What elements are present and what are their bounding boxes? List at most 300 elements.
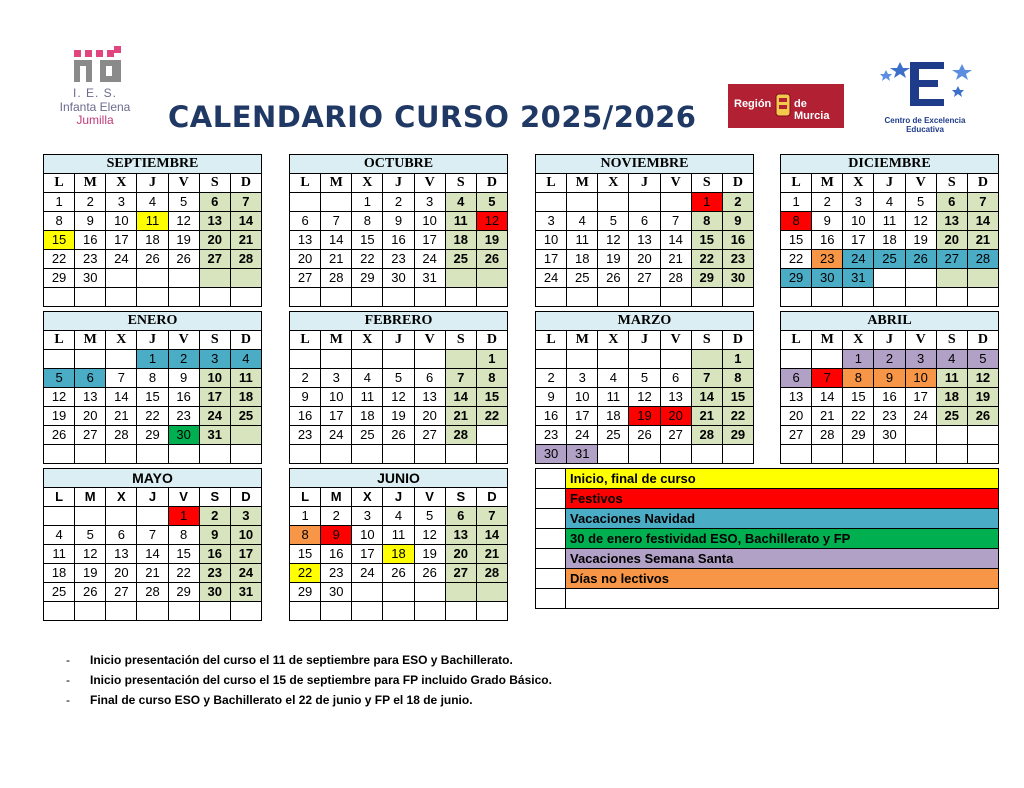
day-cell bbox=[75, 507, 106, 526]
day-cell: 30 bbox=[168, 426, 199, 445]
weekday-header: M bbox=[567, 331, 598, 350]
weekday-header: S bbox=[936, 331, 967, 350]
day-cell bbox=[445, 288, 476, 307]
day-cell bbox=[967, 426, 998, 445]
day-cell: 4 bbox=[874, 193, 905, 212]
day-cell bbox=[106, 350, 137, 369]
day-cell bbox=[781, 445, 812, 464]
day-cell bbox=[414, 445, 445, 464]
day-cell: 6 bbox=[414, 369, 445, 388]
day-cell: 28 bbox=[967, 250, 998, 269]
day-cell: 22 bbox=[691, 250, 722, 269]
day-cell: 17 bbox=[106, 231, 137, 250]
day-cell: 7 bbox=[812, 369, 843, 388]
day-cell: 3 bbox=[230, 507, 261, 526]
day-cell: 22 bbox=[722, 407, 753, 426]
weekday-header: D bbox=[230, 331, 261, 350]
day-cell bbox=[414, 602, 445, 621]
day-cell bbox=[967, 269, 998, 288]
day-cell bbox=[536, 350, 567, 369]
day-cell: 16 bbox=[383, 231, 414, 250]
week-row bbox=[44, 507, 262, 526]
day-cell bbox=[722, 288, 753, 307]
day-cell: 30 bbox=[722, 269, 753, 288]
day-cell: 10 bbox=[321, 388, 352, 407]
weekday-header: X bbox=[106, 174, 137, 193]
day-cell: 20 bbox=[199, 231, 230, 250]
weekday-header: V bbox=[905, 174, 936, 193]
week-row bbox=[536, 426, 754, 445]
day-cell: 7 bbox=[230, 193, 261, 212]
legend-item bbox=[536, 509, 999, 529]
day-cell: 6 bbox=[629, 212, 660, 231]
day-cell: 14 bbox=[230, 212, 261, 231]
day-cell: 19 bbox=[75, 564, 106, 583]
weekday-header: J bbox=[137, 331, 168, 350]
day-cell bbox=[383, 602, 414, 621]
day-cell: 30 bbox=[75, 269, 106, 288]
weekday-header: J bbox=[629, 331, 660, 350]
day-cell: 21 bbox=[660, 250, 691, 269]
weekday-header: S bbox=[199, 331, 230, 350]
day-cell bbox=[722, 445, 753, 464]
day-cell: 14 bbox=[445, 388, 476, 407]
month-september bbox=[43, 154, 262, 307]
weekday-header: D bbox=[967, 331, 998, 350]
weekday-header: S bbox=[691, 174, 722, 193]
day-cell: 7 bbox=[691, 369, 722, 388]
day-cell: 22 bbox=[352, 250, 383, 269]
day-cell: 8 bbox=[476, 369, 507, 388]
day-cell: 4 bbox=[137, 193, 168, 212]
legend-label: Inicio, final de curso bbox=[566, 469, 999, 489]
day-cell bbox=[445, 445, 476, 464]
day-cell: 16 bbox=[321, 545, 352, 564]
week-row bbox=[536, 250, 754, 269]
day-cell: 18 bbox=[874, 231, 905, 250]
day-cell bbox=[967, 445, 998, 464]
note-text: Final de curso ESO y Bachillerato el 22 de junio y FP el 18 de junio. bbox=[90, 693, 473, 707]
day-cell: 6 bbox=[75, 369, 106, 388]
day-cell: 24 bbox=[230, 564, 261, 583]
day-cell: 12 bbox=[476, 212, 507, 231]
day-cell bbox=[629, 350, 660, 369]
day-cell: 13 bbox=[75, 388, 106, 407]
weekday-header: J bbox=[383, 331, 414, 350]
week-row bbox=[290, 564, 508, 583]
week-row bbox=[290, 526, 508, 545]
weekday-header: V bbox=[905, 331, 936, 350]
day-cell: 29 bbox=[168, 583, 199, 602]
day-cell: 25 bbox=[352, 426, 383, 445]
week-row bbox=[781, 250, 999, 269]
day-cell: 25 bbox=[598, 426, 629, 445]
day-cell: 1 bbox=[168, 507, 199, 526]
day-cell bbox=[476, 602, 507, 621]
day-cell: 15 bbox=[168, 545, 199, 564]
day-cell: 20 bbox=[936, 231, 967, 250]
note-text: Inicio presentación del curso el 11 de septiembre para ESO y Bachillerato. bbox=[90, 653, 513, 667]
day-cell: 5 bbox=[905, 193, 936, 212]
day-cell bbox=[199, 602, 230, 621]
month-name: ENERO bbox=[44, 312, 262, 331]
month-name: NOVIEMBRE bbox=[536, 155, 754, 174]
day-cell bbox=[321, 445, 352, 464]
day-cell: 29 bbox=[781, 269, 812, 288]
page-title: CALENDARIO CURSO 2025/2026 bbox=[168, 100, 697, 134]
day-cell: 12 bbox=[75, 545, 106, 564]
day-cell bbox=[874, 269, 905, 288]
day-cell bbox=[445, 602, 476, 621]
day-cell bbox=[75, 602, 106, 621]
day-cell: 8 bbox=[722, 369, 753, 388]
month-table bbox=[535, 154, 754, 307]
legend-blank bbox=[566, 589, 999, 609]
day-cell: 12 bbox=[905, 212, 936, 231]
weekday-header: L bbox=[290, 331, 321, 350]
day-cell: 2 bbox=[290, 369, 321, 388]
weekday-header: M bbox=[75, 331, 106, 350]
day-cell: 21 bbox=[321, 250, 352, 269]
month-name: MAYO bbox=[44, 469, 262, 488]
week-row bbox=[536, 231, 754, 250]
day-cell: 27 bbox=[781, 426, 812, 445]
day-cell: 31 bbox=[199, 426, 230, 445]
day-cell: 9 bbox=[383, 212, 414, 231]
day-cell bbox=[905, 426, 936, 445]
day-cell: 19 bbox=[967, 388, 998, 407]
week-row bbox=[781, 350, 999, 369]
day-cell: 16 bbox=[874, 388, 905, 407]
day-cell: 3 bbox=[536, 212, 567, 231]
day-cell: 24 bbox=[905, 407, 936, 426]
region-logo-text-right: de Murcia bbox=[794, 98, 830, 122]
legend-item bbox=[536, 549, 999, 569]
day-cell: 26 bbox=[476, 250, 507, 269]
cee-logo bbox=[870, 56, 980, 134]
region-crest-icon bbox=[774, 90, 792, 122]
day-cell: 26 bbox=[75, 583, 106, 602]
day-cell: 24 bbox=[352, 564, 383, 583]
day-cell: 14 bbox=[137, 545, 168, 564]
day-cell: 6 bbox=[445, 507, 476, 526]
legend-label: Festivos bbox=[566, 489, 999, 509]
month-table bbox=[43, 468, 262, 621]
weekday-header: L bbox=[781, 174, 812, 193]
day-cell: 16 bbox=[536, 407, 567, 426]
month-table bbox=[289, 154, 508, 307]
day-cell bbox=[905, 269, 936, 288]
weekday-header: V bbox=[414, 331, 445, 350]
day-cell bbox=[476, 269, 507, 288]
day-cell bbox=[691, 350, 722, 369]
day-cell: 31 bbox=[414, 269, 445, 288]
legend-label: 30 de enero festividad ESO, Bachillerato y FP bbox=[566, 529, 999, 549]
day-cell: 24 bbox=[567, 426, 598, 445]
day-cell bbox=[414, 288, 445, 307]
day-cell bbox=[352, 288, 383, 307]
week-row bbox=[781, 231, 999, 250]
day-cell: 9 bbox=[722, 212, 753, 231]
day-cell: 19 bbox=[598, 250, 629, 269]
weekday-header: V bbox=[168, 174, 199, 193]
day-cell bbox=[660, 445, 691, 464]
day-cell bbox=[812, 445, 843, 464]
day-cell: 6 bbox=[199, 193, 230, 212]
day-cell: 11 bbox=[137, 212, 168, 231]
legend-item bbox=[536, 489, 999, 509]
day-cell: 30 bbox=[812, 269, 843, 288]
weekday-header: S bbox=[199, 174, 230, 193]
day-cell: 27 bbox=[936, 250, 967, 269]
legend-label: Vacaciones Semana Santa bbox=[566, 549, 999, 569]
day-cell bbox=[352, 350, 383, 369]
day-cell: 14 bbox=[660, 231, 691, 250]
week-row bbox=[536, 369, 754, 388]
day-cell: 30 bbox=[321, 583, 352, 602]
day-cell: 10 bbox=[352, 526, 383, 545]
day-cell: 11 bbox=[352, 388, 383, 407]
note-dash: - bbox=[66, 693, 70, 707]
day-cell: 13 bbox=[445, 526, 476, 545]
day-cell bbox=[445, 583, 476, 602]
day-cell bbox=[352, 445, 383, 464]
day-cell bbox=[476, 426, 507, 445]
day-cell: 3 bbox=[106, 193, 137, 212]
day-cell: 16 bbox=[168, 388, 199, 407]
day-cell: 1 bbox=[290, 507, 321, 526]
day-cell: 21 bbox=[106, 407, 137, 426]
day-cell: 9 bbox=[812, 212, 843, 231]
day-cell: 8 bbox=[44, 212, 75, 231]
day-cell bbox=[476, 583, 507, 602]
day-cell: 15 bbox=[290, 545, 321, 564]
weekday-header: J bbox=[383, 174, 414, 193]
note-text: Inicio presentación del curso el 15 de septiembre para FP incluido Grado Básico. bbox=[90, 673, 552, 687]
day-cell: 23 bbox=[321, 564, 352, 583]
day-cell bbox=[874, 445, 905, 464]
week-row bbox=[536, 288, 754, 307]
day-cell bbox=[137, 288, 168, 307]
day-cell: 17 bbox=[352, 545, 383, 564]
day-cell bbox=[567, 350, 598, 369]
day-cell: 14 bbox=[106, 388, 137, 407]
day-cell: 2 bbox=[321, 507, 352, 526]
school-name-line3: Jumilla bbox=[76, 113, 114, 127]
day-cell bbox=[106, 269, 137, 288]
month-name: ABRIL bbox=[781, 312, 999, 331]
day-cell: 8 bbox=[137, 369, 168, 388]
day-cell: 17 bbox=[905, 388, 936, 407]
legend-item bbox=[536, 469, 999, 489]
day-cell: 11 bbox=[44, 545, 75, 564]
day-cell: 11 bbox=[445, 212, 476, 231]
day-cell: 5 bbox=[476, 193, 507, 212]
day-cell bbox=[383, 288, 414, 307]
day-cell: 24 bbox=[321, 426, 352, 445]
day-cell: 5 bbox=[383, 369, 414, 388]
day-cell: 19 bbox=[168, 231, 199, 250]
weekday-header: M bbox=[812, 331, 843, 350]
day-cell: 30 bbox=[536, 445, 567, 464]
day-cell: 5 bbox=[44, 369, 75, 388]
day-cell: 25 bbox=[936, 407, 967, 426]
weekday-header: V bbox=[660, 174, 691, 193]
day-cell: 18 bbox=[598, 407, 629, 426]
month-january bbox=[43, 311, 262, 464]
day-cell: 8 bbox=[352, 212, 383, 231]
day-cell: 17 bbox=[414, 231, 445, 250]
month-table bbox=[43, 154, 262, 307]
day-cell: 6 bbox=[781, 369, 812, 388]
day-cell: 20 bbox=[75, 407, 106, 426]
weekday-header: D bbox=[722, 174, 753, 193]
day-cell: 15 bbox=[781, 231, 812, 250]
weekday-header: M bbox=[321, 488, 352, 507]
day-cell: 9 bbox=[321, 526, 352, 545]
day-cell: 23 bbox=[168, 407, 199, 426]
day-cell: 3 bbox=[199, 350, 230, 369]
legend-spacer bbox=[536, 469, 566, 489]
day-cell: 12 bbox=[967, 369, 998, 388]
week-row bbox=[781, 288, 999, 307]
day-cell bbox=[843, 445, 874, 464]
week-row bbox=[536, 193, 754, 212]
day-cell: 26 bbox=[414, 564, 445, 583]
week-row bbox=[44, 288, 262, 307]
week-row bbox=[290, 212, 508, 231]
week-row bbox=[290, 369, 508, 388]
day-cell bbox=[321, 602, 352, 621]
day-cell: 22 bbox=[290, 564, 321, 583]
month-march bbox=[535, 311, 754, 464]
day-cell: 9 bbox=[199, 526, 230, 545]
week-row bbox=[44, 250, 262, 269]
weekday-header: S bbox=[936, 174, 967, 193]
day-cell bbox=[44, 602, 75, 621]
day-cell bbox=[905, 445, 936, 464]
day-cell bbox=[352, 583, 383, 602]
weekday-header: X bbox=[106, 488, 137, 507]
legend-item bbox=[536, 529, 999, 549]
day-cell: 9 bbox=[290, 388, 321, 407]
month-table bbox=[43, 311, 262, 464]
legend-empty-row bbox=[536, 589, 999, 609]
day-cell bbox=[629, 193, 660, 212]
day-cell: 4 bbox=[936, 350, 967, 369]
week-row bbox=[536, 407, 754, 426]
day-cell bbox=[567, 288, 598, 307]
weekday-header: J bbox=[874, 174, 905, 193]
day-cell: 13 bbox=[106, 545, 137, 564]
day-cell: 10 bbox=[905, 369, 936, 388]
day-cell: 1 bbox=[476, 350, 507, 369]
day-cell: 3 bbox=[905, 350, 936, 369]
day-cell bbox=[230, 269, 261, 288]
weekday-header: M bbox=[75, 174, 106, 193]
day-cell: 27 bbox=[199, 250, 230, 269]
day-cell bbox=[660, 288, 691, 307]
day-cell bbox=[445, 350, 476, 369]
day-cell bbox=[290, 445, 321, 464]
week-row bbox=[290, 193, 508, 212]
day-cell: 13 bbox=[660, 388, 691, 407]
day-cell bbox=[230, 445, 261, 464]
weekday-header: X bbox=[598, 174, 629, 193]
day-cell bbox=[812, 350, 843, 369]
week-row bbox=[781, 369, 999, 388]
day-cell: 27 bbox=[75, 426, 106, 445]
weekday-header: D bbox=[722, 331, 753, 350]
day-cell: 17 bbox=[199, 388, 230, 407]
day-cell: 26 bbox=[598, 269, 629, 288]
day-cell bbox=[75, 288, 106, 307]
day-cell: 2 bbox=[199, 507, 230, 526]
weekday-header: J bbox=[629, 174, 660, 193]
month-name: FEBRERO bbox=[290, 312, 508, 331]
week-row bbox=[44, 526, 262, 545]
day-cell: 18 bbox=[230, 388, 261, 407]
day-cell: 18 bbox=[445, 231, 476, 250]
day-cell: 16 bbox=[199, 545, 230, 564]
week-row bbox=[290, 288, 508, 307]
weekday-header: J bbox=[874, 331, 905, 350]
weekday-header: V bbox=[660, 331, 691, 350]
day-cell: 27 bbox=[290, 269, 321, 288]
day-cell: 17 bbox=[843, 231, 874, 250]
day-cell: 22 bbox=[781, 250, 812, 269]
week-row bbox=[290, 426, 508, 445]
cee-logo-text: Centro de Excelencia Educativa bbox=[884, 116, 966, 134]
day-cell: 25 bbox=[44, 583, 75, 602]
day-cell bbox=[230, 602, 261, 621]
day-cell: 16 bbox=[290, 407, 321, 426]
weekday-header: L bbox=[536, 331, 567, 350]
day-cell: 20 bbox=[414, 407, 445, 426]
day-cell: 4 bbox=[230, 350, 261, 369]
day-cell: 2 bbox=[168, 350, 199, 369]
week-row bbox=[44, 564, 262, 583]
day-cell: 6 bbox=[106, 526, 137, 545]
month-may bbox=[43, 468, 262, 621]
day-cell: 2 bbox=[874, 350, 905, 369]
day-cell: 8 bbox=[290, 526, 321, 545]
day-cell bbox=[106, 288, 137, 307]
day-cell: 7 bbox=[321, 212, 352, 231]
week-row bbox=[44, 407, 262, 426]
day-cell: 8 bbox=[691, 212, 722, 231]
day-cell: 10 bbox=[536, 231, 567, 250]
day-cell: 25 bbox=[445, 250, 476, 269]
day-cell bbox=[536, 288, 567, 307]
day-cell: 4 bbox=[352, 369, 383, 388]
day-cell: 29 bbox=[691, 269, 722, 288]
day-cell: 5 bbox=[629, 369, 660, 388]
day-cell bbox=[321, 350, 352, 369]
day-cell: 4 bbox=[445, 193, 476, 212]
weekday-header: S bbox=[445, 488, 476, 507]
week-row bbox=[44, 269, 262, 288]
day-cell bbox=[476, 445, 507, 464]
day-cell bbox=[44, 350, 75, 369]
day-cell: 19 bbox=[414, 545, 445, 564]
day-cell: 5 bbox=[967, 350, 998, 369]
day-cell bbox=[874, 288, 905, 307]
day-cell bbox=[781, 288, 812, 307]
weekday-header: S bbox=[691, 331, 722, 350]
day-cell: 26 bbox=[967, 407, 998, 426]
note-dash: - bbox=[66, 653, 70, 667]
